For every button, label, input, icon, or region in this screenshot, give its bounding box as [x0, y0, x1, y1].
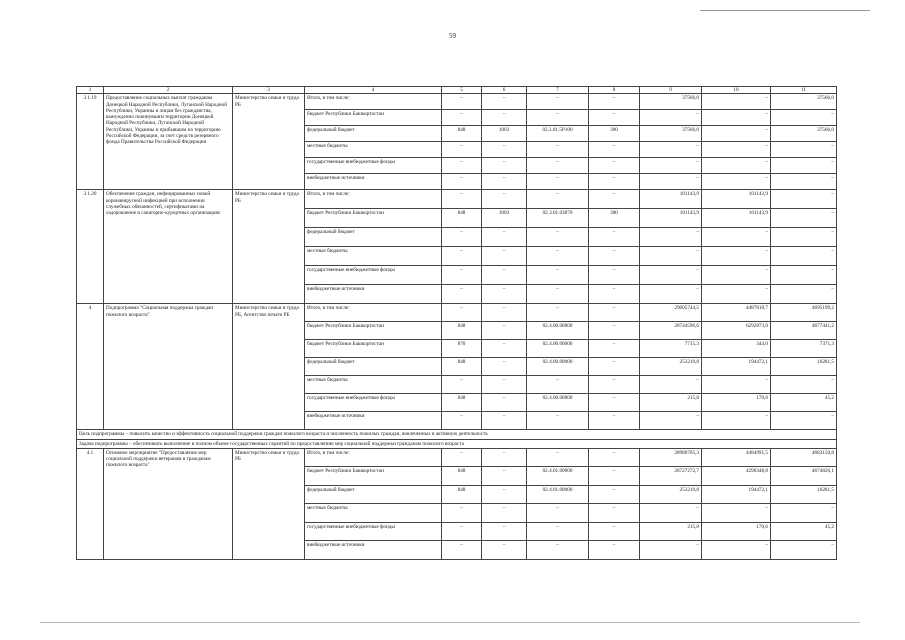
- table-row: [77, 304, 837, 322]
- amount-total: 215,8: [640, 522, 702, 541]
- funding-source: бюджет Республики Башкортостан: [305, 110, 442, 126]
- amount-total: 7715,3: [640, 340, 702, 358]
- section-name: Обеспечение граждан, инфицированных новой коронавирусной инфекцией при исполнении служебных обязанностей, сертификатами на оздоровление в санаторно-курортных организациях: [104, 190, 233, 304]
- amount-year-2: 4683150,8: [771, 448, 837, 467]
- amount-year-2: –: [771, 158, 837, 174]
- code-expense-type: –: [589, 247, 640, 266]
- code-section: –: [482, 285, 527, 304]
- code-grbs: –: [442, 266, 482, 285]
- code-section: –: [482, 504, 527, 523]
- funding-source: государственные внебюджетные фонды: [305, 266, 442, 285]
- code-expense-type: –: [589, 522, 640, 541]
- code-target: –: [527, 541, 589, 560]
- amount-year-2: 4695199,2: [771, 304, 837, 322]
- amount-total: 253216,8: [640, 485, 702, 504]
- amount-year-2: 10281,5: [771, 358, 837, 376]
- code-target: –: [527, 304, 589, 322]
- code-grbs: 870: [442, 340, 482, 358]
- code-target: –: [527, 110, 589, 126]
- amount-total: –: [640, 247, 702, 266]
- code-section: –: [482, 158, 527, 174]
- code-section: –: [482, 110, 527, 126]
- code-grbs: 848: [442, 322, 482, 340]
- funding-source: Итого, в том числе:: [305, 94, 442, 110]
- amount-total: 37566,0: [640, 126, 702, 142]
- amount-year-1: –: [702, 142, 771, 158]
- code-target: –: [527, 448, 589, 467]
- amount-total: 101143,9: [640, 209, 702, 228]
- amount-total: –: [640, 376, 702, 394]
- table-row: [77, 448, 837, 467]
- amount-year-1: 4484991,5: [702, 448, 771, 467]
- column-header: 11: [771, 87, 837, 94]
- amount-total: –: [640, 110, 702, 126]
- amount-total: 28744596,6: [640, 322, 702, 340]
- code-section: 1003: [482, 126, 527, 142]
- code-grbs: –: [442, 522, 482, 541]
- funding-source: федеральный бюджет: [305, 485, 442, 504]
- code-expense-type: –: [589, 266, 640, 285]
- amount-year-1: –: [702, 174, 771, 190]
- code-section: –: [482, 190, 527, 209]
- amount-year-1: –: [702, 376, 771, 394]
- code-grbs: –: [442, 541, 482, 560]
- code-grbs: 848: [442, 358, 482, 376]
- amount-year-1: –: [702, 266, 771, 285]
- column-header: 4: [305, 87, 442, 94]
- code-target: –: [527, 504, 589, 523]
- code-grbs: 848: [442, 209, 482, 228]
- code-expense-type: –: [589, 448, 640, 467]
- code-target: 02.4.00.00000: [527, 358, 589, 376]
- section-number: 3.1.19: [77, 94, 104, 190]
- amount-year-2: –: [771, 228, 837, 247]
- section-executor: Министерство семьи и труда РБ: [233, 448, 305, 559]
- code-section: –: [482, 340, 527, 358]
- amount-year-2: –: [771, 190, 837, 209]
- amount-year-2: 4674826,1: [771, 467, 837, 486]
- scan-artifact-line: [40, 622, 860, 623]
- amount-total: –: [640, 228, 702, 247]
- code-expense-type: –: [589, 394, 640, 412]
- funding-source: Итого, в том числе:: [305, 190, 442, 209]
- column-header: 1: [77, 87, 104, 94]
- amount-year-2: –: [771, 412, 837, 430]
- amount-year-1: 6292873,0: [702, 322, 771, 340]
- funding-source: государственные внебюджетные фонды: [305, 158, 442, 174]
- amount-year-2: –: [771, 142, 837, 158]
- code-target: –: [527, 376, 589, 394]
- amount-year-1: 194472,1: [702, 358, 771, 376]
- section-number: 3.1.20: [77, 190, 104, 304]
- code-section: –: [482, 485, 527, 504]
- amount-total: 101143,9: [640, 190, 702, 209]
- code-target: –: [527, 190, 589, 209]
- code-expense-type: 300: [589, 209, 640, 228]
- amount-year-1: –: [702, 247, 771, 266]
- funding-source: государственные внебюджетные фонды: [305, 394, 442, 412]
- code-expense-type: –: [589, 304, 640, 322]
- amount-year-2: –: [771, 266, 837, 285]
- code-target: –: [527, 142, 589, 158]
- code-grbs: –: [442, 110, 482, 126]
- amount-year-1: 170,6: [702, 522, 771, 541]
- amount-year-1: 4487818,7: [702, 304, 771, 322]
- amount-total: –: [640, 285, 702, 304]
- amount-total: –: [640, 266, 702, 285]
- section-executor: Министерство семьи и труда РБ: [233, 190, 305, 304]
- subprogram-task: Задача подпрограммы – обеспечивать выполнение в полном объеме государственных гарантий по предоставлению мер социальной поддержки гражданам пожилого возраста: [77, 439, 837, 448]
- column-header: 2: [104, 87, 233, 94]
- page-number: 59: [449, 32, 456, 40]
- code-section: –: [482, 522, 527, 541]
- code-target: –: [527, 522, 589, 541]
- code-expense-type: –: [589, 485, 640, 504]
- code-expense-type: –: [589, 190, 640, 209]
- code-expense-type: –: [589, 376, 640, 394]
- code-grbs: –: [442, 94, 482, 110]
- subprogram-goal: Цель подпрограммы – повысить качество и эффективность социальной поддержки граждан пожилого возраста и численность пожилых граждан, вовлеченных в активную деятельность: [77, 430, 837, 439]
- amount-year-2: 7371,3: [771, 340, 837, 358]
- amount-year-1: 344,0: [702, 340, 771, 358]
- code-section: –: [482, 174, 527, 190]
- code-target: 02.4.00.00000: [527, 394, 589, 412]
- amount-year-1: –: [702, 412, 771, 430]
- amount-year-2: –: [771, 209, 837, 228]
- amount-year-1: 101143,9: [702, 190, 771, 209]
- amount-year-2: –: [771, 285, 837, 304]
- funding-source: государственные внебюджетные фонды: [305, 522, 442, 541]
- amount-year-1: –: [702, 541, 771, 560]
- amount-year-2: –: [771, 504, 837, 523]
- amount-total: 28980705,3: [640, 448, 702, 467]
- amount-year-1: –: [702, 285, 771, 304]
- amount-year-2: 10281,5: [771, 485, 837, 504]
- amount-total: 37566,0: [640, 94, 702, 110]
- code-grbs: –: [442, 304, 482, 322]
- amount-year-1: 194472,1: [702, 485, 771, 504]
- code-grbs: –: [442, 376, 482, 394]
- code-expense-type: –: [589, 285, 640, 304]
- code-section: 1003: [482, 209, 527, 228]
- section-name: Предоставление социальных выплат гражданам Донецкой Народной Республики, Луганской Народной Республики, Украины и лицам без гражданства, вынужденно покинувшим территории Донецкой Народной Республики, Луганской Народной Республики, Украины и прибывшим на территорию Российской Федерации, за счет средств резервного фонда Правительства Российской Федерации: [104, 94, 233, 190]
- code-target: 02.4.01.00000: [527, 467, 589, 486]
- code-section: –: [482, 228, 527, 247]
- code-section: –: [482, 247, 527, 266]
- goal-row: [77, 430, 837, 439]
- code-expense-type: –: [589, 467, 640, 486]
- amount-year-1: 101143,9: [702, 209, 771, 228]
- amount-year-2: –: [771, 541, 837, 560]
- column-header: 6: [482, 87, 527, 94]
- amount-year-2: 37566,0: [771, 94, 837, 110]
- funding-source: внебюджетные источники: [305, 174, 442, 190]
- code-section: –: [482, 358, 527, 376]
- code-expense-type: –: [589, 158, 640, 174]
- code-section: –: [482, 376, 527, 394]
- funding-source: федеральный бюджет: [305, 126, 442, 142]
- amount-year-2: 45,2: [771, 522, 837, 541]
- scan-artifact-line: [700, 10, 870, 11]
- code-target: 02.3.01.5Р100: [527, 126, 589, 142]
- code-target: 02.3.01.03870: [527, 209, 589, 228]
- code-target: –: [527, 266, 589, 285]
- table-row: [77, 94, 837, 110]
- amount-year-1: 4290348,8: [702, 467, 771, 486]
- code-expense-type: –: [589, 504, 640, 523]
- amount-total: –: [640, 504, 702, 523]
- code-grbs: –: [442, 142, 482, 158]
- code-grbs: –: [442, 158, 482, 174]
- amount-total: 29005744,5: [640, 304, 702, 322]
- funding-source: Итого, в том числе:: [305, 304, 442, 322]
- code-expense-type: –: [589, 142, 640, 158]
- code-expense-type: –: [589, 174, 640, 190]
- amount-year-2: –: [771, 247, 837, 266]
- code-expense-type: –: [589, 358, 640, 376]
- amount-year-1: 170,6: [702, 394, 771, 412]
- code-expense-type: –: [589, 110, 640, 126]
- amount-total: –: [640, 174, 702, 190]
- amount-year-1: –: [702, 228, 771, 247]
- funding-source: федеральный бюджет: [305, 358, 442, 376]
- amount-year-2: –: [771, 174, 837, 190]
- code-grbs: –: [442, 247, 482, 266]
- amount-total: 253216,8: [640, 358, 702, 376]
- code-target: –: [527, 412, 589, 430]
- amount-total: –: [640, 158, 702, 174]
- code-section: –: [482, 266, 527, 285]
- code-target: –: [527, 174, 589, 190]
- amount-year-1: –: [702, 94, 771, 110]
- amount-year-2: 4677441,2: [771, 322, 837, 340]
- code-expense-type: –: [589, 412, 640, 430]
- section-name: Подпрограмма "Социальная поддержка граждан пожилого возраста": [104, 304, 233, 430]
- code-target: –: [527, 247, 589, 266]
- section-number: 4: [77, 304, 104, 430]
- code-section: –: [482, 304, 527, 322]
- code-grbs: 848: [442, 394, 482, 412]
- code-grbs: –: [442, 174, 482, 190]
- funding-source: бюджет Республики Башкортостан: [305, 322, 442, 340]
- column-header: 8: [589, 87, 640, 94]
- code-expense-type: –: [589, 541, 640, 560]
- table-row: [77, 190, 837, 209]
- code-grbs: –: [442, 412, 482, 430]
- amount-year-1: –: [702, 110, 771, 126]
- funding-source: бюджет Республики Башкортостан: [305, 467, 442, 486]
- code-section: –: [482, 142, 527, 158]
- amount-total: 28727272,7: [640, 467, 702, 486]
- column-header: 10: [702, 87, 771, 94]
- funding-source: местные бюджеты: [305, 247, 442, 266]
- column-header: 3: [233, 87, 305, 94]
- code-grbs: –: [442, 190, 482, 209]
- code-target: –: [527, 228, 589, 247]
- code-grbs: –: [442, 228, 482, 247]
- amount-total: –: [640, 541, 702, 560]
- code-expense-type: –: [589, 322, 640, 340]
- code-section: –: [482, 448, 527, 467]
- funding-source: местные бюджеты: [305, 504, 442, 523]
- amount-year-2: –: [771, 376, 837, 394]
- funding-source: местные бюджеты: [305, 142, 442, 158]
- funding-source: федеральный бюджет: [305, 228, 442, 247]
- funding-source: внебюджетные источники: [305, 412, 442, 430]
- code-grbs: 848: [442, 485, 482, 504]
- code-grbs: –: [442, 448, 482, 467]
- code-section: –: [482, 94, 527, 110]
- code-section: –: [482, 394, 527, 412]
- amount-total: 215,8: [640, 394, 702, 412]
- section-number: 4.1: [77, 448, 104, 559]
- table-body-goal: [77, 430, 837, 449]
- amount-year-2: 45,2: [771, 394, 837, 412]
- code-expense-type: –: [589, 340, 640, 358]
- code-section: –: [482, 541, 527, 560]
- budget-table: [76, 86, 837, 560]
- amount-year-1: –: [702, 126, 771, 142]
- code-grbs: 848: [442, 467, 482, 486]
- code-grbs: –: [442, 285, 482, 304]
- code-section: –: [482, 467, 527, 486]
- funding-source: Итого, в том числе:: [305, 448, 442, 467]
- amount-year-2: –: [771, 110, 837, 126]
- table-body-sections: [77, 94, 837, 430]
- amount-year-1: –: [702, 504, 771, 523]
- amount-total: –: [640, 412, 702, 430]
- column-header: 9: [640, 87, 702, 94]
- amount-year-1: –: [702, 158, 771, 174]
- funding-source: внебюджетные источники: [305, 285, 442, 304]
- code-section: –: [482, 412, 527, 430]
- code-section: –: [482, 322, 527, 340]
- section-executor: Министерство семьи и труда РБ: [233, 94, 305, 190]
- funding-source: бюджет Республики Башкортостан: [305, 209, 442, 228]
- code-grbs: –: [442, 504, 482, 523]
- table-body-section-4-1: [77, 448, 837, 559]
- code-expense-type: 300: [589, 126, 640, 142]
- section-name: Основное мероприятие "Предоставление мер социальной поддержки ветеранам и гражданам пожилого возраста": [104, 448, 233, 559]
- column-header: 7: [527, 87, 589, 94]
- code-expense-type: –: [589, 228, 640, 247]
- funding-source: местные бюджеты: [305, 376, 442, 394]
- code-grbs: 848: [442, 126, 482, 142]
- amount-year-2: 37566,0: [771, 126, 837, 142]
- column-header: 5: [442, 87, 482, 94]
- code-target: –: [527, 158, 589, 174]
- funding-source: внебюджетные источники: [305, 541, 442, 560]
- code-target: –: [527, 94, 589, 110]
- funding-source: бюджет Республики Башкортостан: [305, 340, 442, 358]
- column-number-row: [77, 87, 837, 94]
- code-target: –: [527, 285, 589, 304]
- code-expense-type: –: [589, 94, 640, 110]
- section-executor: Министерство семьи и труда РБ, Агентство печати РБ: [233, 304, 305, 430]
- task-row: [77, 439, 837, 448]
- code-target: 02.4.01.00000: [527, 485, 589, 504]
- code-target: 02.4.00.00000: [527, 322, 589, 340]
- amount-total: –: [640, 142, 702, 158]
- code-target: 02.4.00.00000: [527, 340, 589, 358]
